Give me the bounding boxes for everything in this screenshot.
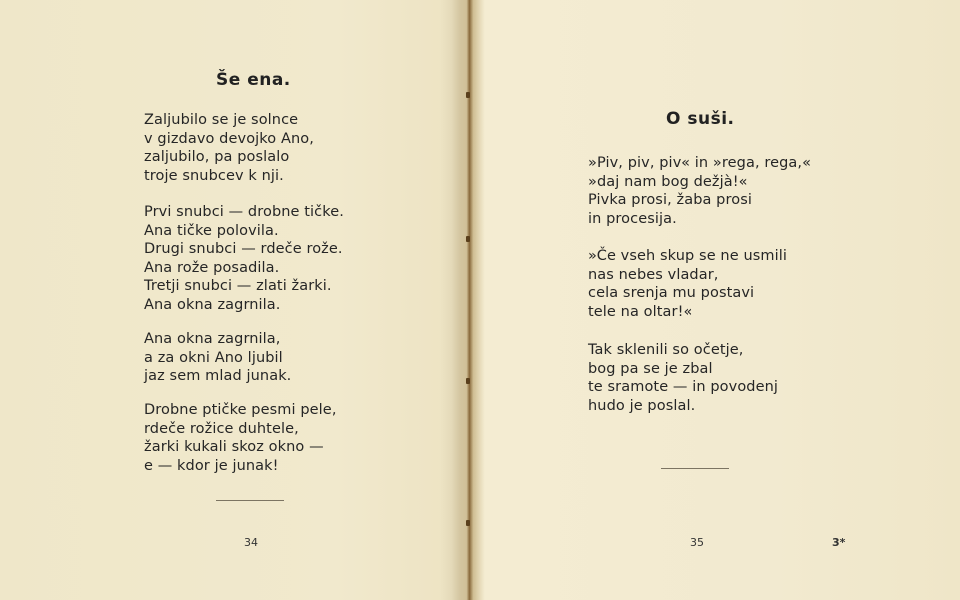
poem-line: Drobne ptičke pesmi pele, xyxy=(144,402,337,418)
poem-line: Ana rože posadila. xyxy=(144,259,280,276)
poem-line: bog pa se je zbal xyxy=(588,360,713,377)
right-page xyxy=(472,0,960,600)
poem-title: Še ena. xyxy=(216,70,291,90)
poem-line: »daj nam bog dežjà!« xyxy=(588,173,748,190)
poem-line: Prvi snubci — drobne tičke. xyxy=(144,204,344,220)
poem-line: v gizdavo devojko Ano, xyxy=(144,130,314,147)
left-page xyxy=(0,0,468,600)
poem-line: Drugi snubci — rdeče rože. xyxy=(144,241,343,258)
stanza xyxy=(588,247,787,321)
poem-line: zaljubilo, pa poslalo xyxy=(144,149,290,166)
stanza xyxy=(144,330,291,386)
stanza xyxy=(144,401,337,475)
stanza xyxy=(588,341,778,415)
stanza xyxy=(144,111,314,185)
poem-line: Tretji snubci — zlati žarki. xyxy=(144,278,332,295)
poem-line: Ana okna zagrnila. xyxy=(144,296,281,313)
poem-line: Ana okna zagrnila, xyxy=(144,331,281,347)
signature-mark: 3* xyxy=(832,536,846,549)
poem-line: Zaljubilo se je solnce xyxy=(144,112,299,128)
page-number: 35 xyxy=(690,536,704,549)
poem-line: Pivka prosi, žaba prosi xyxy=(588,192,752,209)
page-number: 34 xyxy=(244,536,258,549)
poem-line: hudo je poslal. xyxy=(588,397,696,414)
poem-line: a za okni Ano ljubil xyxy=(144,349,283,366)
stanza xyxy=(144,203,344,315)
poem-line: »Če vseh skup se ne usmili xyxy=(588,248,787,264)
poem-line: Tak sklenili so očetje, xyxy=(588,342,744,358)
end-rule xyxy=(661,468,729,469)
poem-line: žarki kukali skoz okno — xyxy=(144,439,324,456)
stanza xyxy=(588,154,811,228)
poem-line: te sramote — in povodenj xyxy=(588,379,779,396)
poem-line: Ana tičke polovila. xyxy=(144,222,279,239)
poem-line: e — kdor je junak! xyxy=(144,457,279,474)
poem-line: rdeče rožice duhtele, xyxy=(144,420,299,437)
poem-line: in procesija. xyxy=(588,210,677,227)
poem-title: O suši. xyxy=(666,109,735,129)
poem-line: troje snubcev k nji. xyxy=(144,167,284,184)
poem-line: tele na oltar!« xyxy=(588,303,693,320)
poem-line: nas nebes vladar, xyxy=(588,266,719,283)
poem-line: jaz sem mlad junak. xyxy=(144,368,292,385)
poem-line: cela srenja mu postavi xyxy=(588,285,755,302)
end-rule xyxy=(216,500,284,501)
poem-line: »Piv, piv, piv« in »rega, rega,« xyxy=(588,155,812,171)
